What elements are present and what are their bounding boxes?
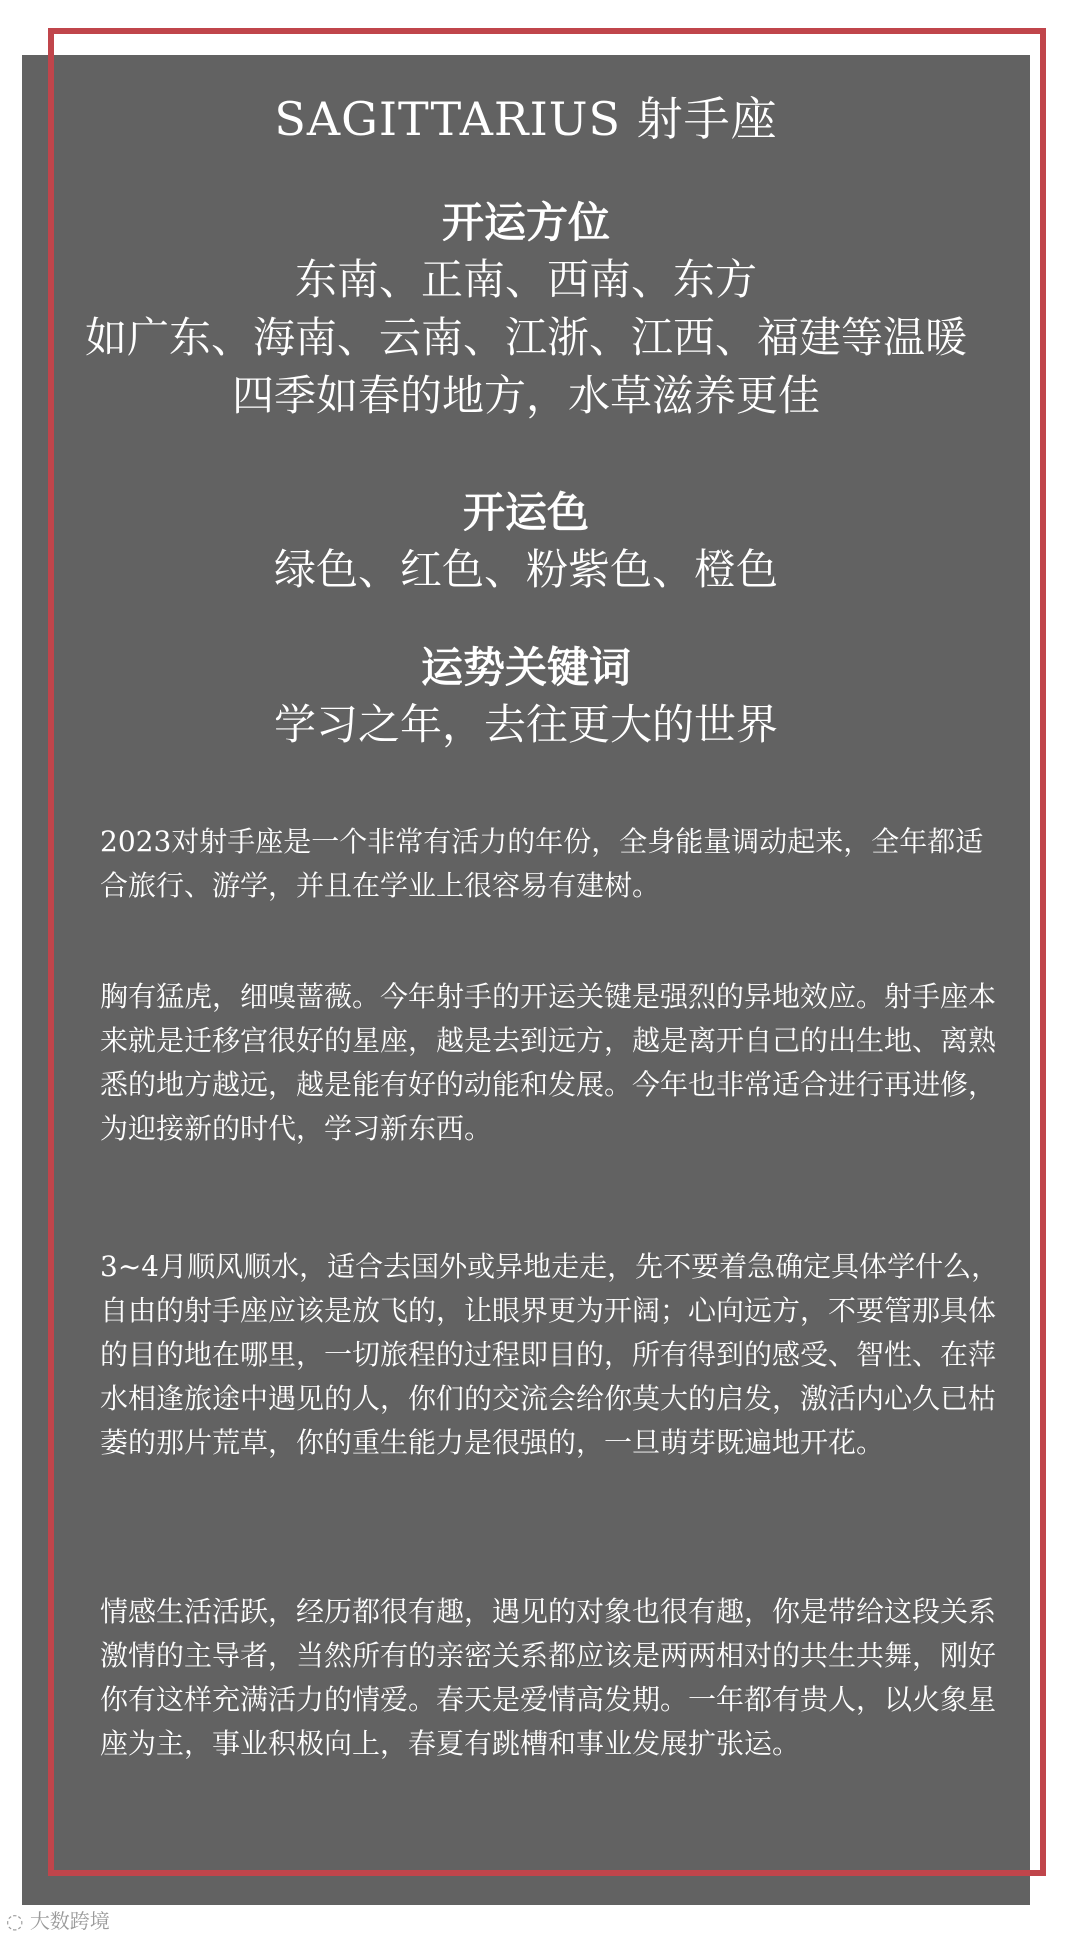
watermark-icon: ◌ [6, 1909, 24, 1933]
section-heading: 开运方位 [441, 198, 610, 247]
section-line: 东南、正南、西南、东方 [294, 255, 757, 304]
section-line: 四季如春的地方，水草滋养更佳 [231, 371, 820, 420]
section-line: 绿色、红色、粉紫色、橙色 [273, 545, 778, 594]
section-line: 如广东、海南、云南、江浙、江西、福建等温暖 [84, 313, 967, 362]
section-heading: 开运色 [462, 488, 589, 537]
section-heading: 运势关键词 [420, 643, 631, 692]
paragraph: 胸有猛虎，细嗅蔷薇。今年射手的开运关键是强烈的异地效应。射手座本来就是迁移宫很好的星座，越是去到远方，越是离开自己的出生地、离熟悉的地方越远，越是能有好的动能和发展。今年也非常适合进行再进修，为迎接新的时代，学习新东西。 [100, 980, 997, 1145]
paragraph: 3~4月顺风顺水，适合去国外或异地走走，先不要着急确定具体学什么，自由的射手座应该是放飞的，让眼界更为开阔；心向远方，不要管那具体的目的地在哪里，一切旅程的过程即目的，所有得到的感受、智性、在萍水相逢旅途中遇见的人，你们的交流会给你莫大的启发，激活内心久已枯萎的那片荒草，你的重生能力是很强的，一旦萌芽既遍地开花。 [100, 1250, 1000, 1459]
watermark-text: 大数跨境 [29, 1909, 110, 1933]
page-title: SAGITTARIUS 射手座 [274, 92, 778, 146]
red-frame [48, 28, 1046, 1876]
section-line: 学习之年，去往更大的世界 [273, 700, 778, 749]
watermark [6, 1905, 110, 1934]
paragraph: 情感生活活跃，经历都很有趣，遇见的对象也很有趣，你是带给这段关系激情的主导者，当然所有的亲密关系都应该是两两相对的共生共舞，刚好你有这样充满活力的情爱。春天是爱情高发期。一年都有贵人，以火象星座为主，事业积极向上，春夏有跳槽和事业发展扩张运。 [100, 1595, 997, 1760]
paragraph: 2023对射手座是一个非常有活力的年份，全身能量调动起来，全年都适合旅行、游学，并且在学业上很容易有建树。 [100, 825, 984, 902]
